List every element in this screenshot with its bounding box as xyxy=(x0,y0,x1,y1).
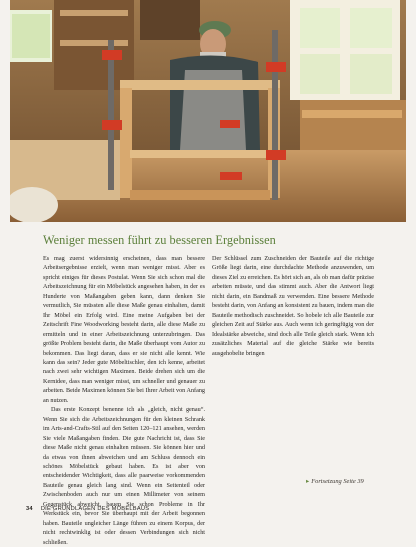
arrow-right-icon: ▸ xyxy=(306,478,310,485)
page-number: 34 xyxy=(26,506,33,512)
paragraph: Das erste Konzept benenne ich als „gleich, nicht genau“. Wenn Sie sich die Arbeitszeichnungen für den kleinen Schrank im Arts-and-Crafts-Stil auf den Seiten 120–121 ansehen, werden Sie viele Maßangaben finden. Die gute Nachricht ist, dass Sie diese Maße nicht genau einhalten müssen. Sie können hier und da etwas von ihnen abweichen und am Schluss dennoch ein schönes Möbelstück gebaut haben. Es ist aber von entscheidender Wichtigkeit, dass alle paarweise vorkommenden Bauteile genau gleich lang sind. Wenn ein Seitenteil oder Zwischenboden auch nur um einen Millimeter von seinem Gegenstück abweicht, bauen Sie schon Probleme in Ihr Werkstück ein, bevor Sie überhaupt mit der Arbeit begonnen haben. Bauteile ungleicher Länge führen zu einem Korpus, der nicht rechtwinklig ist oder dessen Verbindungen sich nicht schließen. xyxy=(43,406,205,546)
woodworker-photo xyxy=(10,0,406,222)
section-heading: Weniger messen führt zu besseren Ergebnissen xyxy=(43,233,276,247)
continuation-text: Fortsetzung Seite 39 xyxy=(311,478,364,485)
text-column-right xyxy=(212,254,374,358)
paragraph: Der Schlüssel zum Zuschneiden der Bauteile auf die richtige Größe liegt darin, eine durchdachte Methode anzuwenden, um dieses Ziel zu erreichen. Es hört sich an, als ob man dafür präzise arbeiten müsste, und das stimmt auch. Aber die Antwort liegt nicht darin, ein Bandmaß zu verwenden. Eine bessere Methode besteht darin, von Anfang an konsistent zu bauen, indem man die Bauteile methodisch zuschneidet. So hobele ich alle Bauteile zur gleichen Zeit auf Stärke aus. Auch wenn ich geringfügig von der Idealstärke abweiche, sind doch alle Teile gleich stark. Wenn ich zusätzliches Material auf die gleiche Stärke wie bereits ausgehobelte bringen xyxy=(212,255,374,357)
text-column-left xyxy=(40,254,205,547)
paragraph: Es mag zuerst widersinnig erscheinen, dass man bessere Arbeitsergebnisse erzielt, wenn man weniger misst. Aber es spricht einiges für dieses Postulat. Wenn Sie sich schon mal die Arbeitszeichnung für ein Möbelstück angesehen haben, in der es Hunderte von Maßangaben geben kann, dann denken Sie vermutlich, Sie müssten alle diese Maße genau einhalten, damit Ihr Möbel ein Erfolg wird. Eine meine Aufgaben bei der Zeitschrift Fine Woodworking besteht darin, alle diese Maße zu ermitteln und in einer Arbeitszeichnung unterzubringen. Das größte Problem besteht darin, die Maße überhaupt vom Autor zu bekommen. Das liegt daran, dass er sie nicht alle kennt. Wie kann das sein? Jeder gute Möbeltischler, den ich kenne, arbeitet nach zwei sehr wichtigen Maximen. Beide drehen sich um die Kernidee, dass man weniger misst, um schneller und genauer zu arbeiten. Beide Maximen können Sie bei Ihrer Arbeit von Anfang an nutzen. xyxy=(43,255,205,404)
page-footer xyxy=(26,506,149,512)
continuation-note xyxy=(306,477,364,485)
running-section-title: DIE GRUNDLAGEN DES MÖBELBAUS xyxy=(40,506,150,512)
